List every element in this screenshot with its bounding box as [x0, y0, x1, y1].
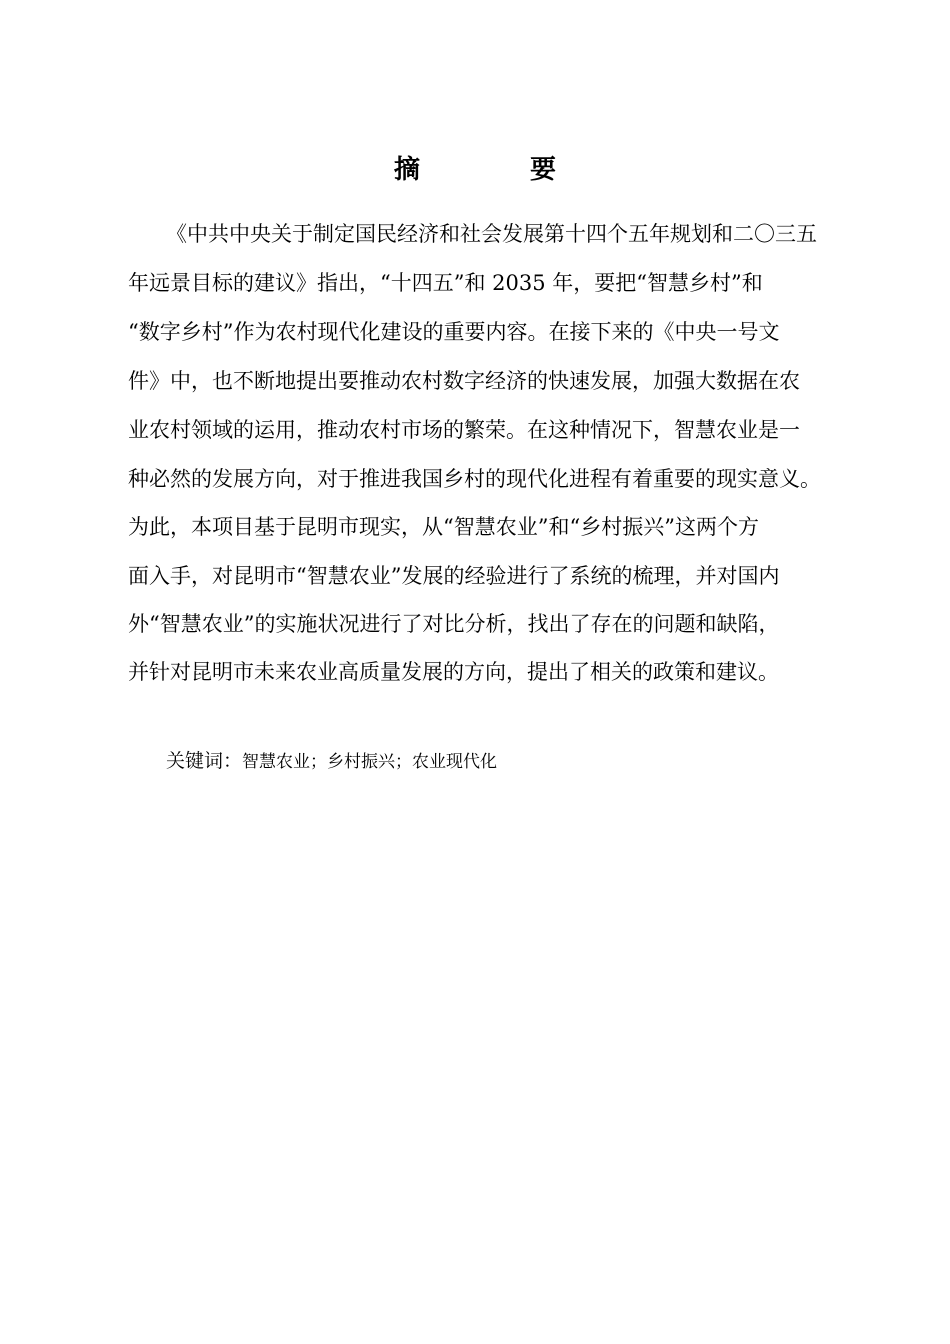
abstract-line: 为此，本项目基于昆明市现实，从“智慧农业”和“乡村振兴”这两个方 — [128, 515, 759, 539]
keywords-values: 智慧农业；乡村振兴；农业现代化 — [242, 752, 498, 772]
keywords-label: 关键词： — [166, 750, 243, 772]
page-title: 摘 要 — [393, 155, 598, 185]
abstract-line: 年远景目标的建议》指出，“十四五”和 2035 年，要把“智慧乡村”和 — [128, 271, 763, 295]
abstract-line: 件》中，也不断地提出要推动农村数字经济的快速发展，加强大数据在农 — [128, 369, 800, 393]
abstract-line: 《中共中央关于制定国民经济和社会发展第十四个五年规划和二〇三五 — [166, 222, 817, 246]
abstract-line: 外“智慧农业”的实施状况进行了对比分析，找出了存在的问题和缺陷， — [128, 612, 780, 636]
abstract-line: 面入手，对昆明市“智慧农业”发展的经验进行了系统的梳理，并对国内 — [128, 564, 780, 588]
keywords-section — [166, 746, 497, 777]
abstract-line: 并针对昆明市未来农业高质量发展的方向，提出了相关的政策和建议。 — [128, 660, 779, 684]
abstract-line: “数字乡村”作为农村现代化建设的重要内容。在接下来的《中央一号文 — [128, 320, 780, 344]
abstract-line: 业农村领域的运用，推动农村市场的繁荣。在这种情况下，智慧农业是一 — [128, 418, 800, 442]
abstract-line: 种必然的发展方向，对于推进我国乡村的现代化进程有着重要的现实意义。 — [128, 467, 821, 491]
